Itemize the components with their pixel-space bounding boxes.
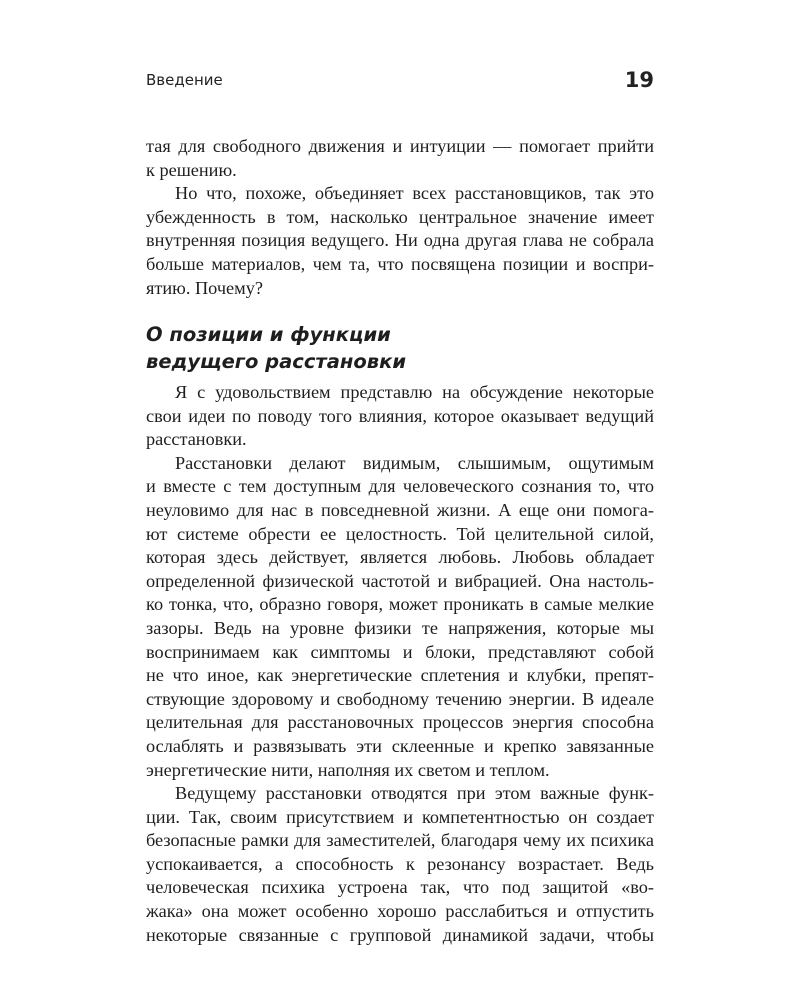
text-line: энергетические нити, наполняя их светом и теплом.: [146, 759, 550, 780]
text-line: определенной физической частотой и вибрацией. Она настоль-: [146, 570, 654, 591]
paragraph: [146, 452, 654, 782]
text-line: воспринимаем как симптомы и блоки, представляют собой: [146, 641, 654, 662]
text-line: внутренняя позиция ведущего. Ни одна другая глава не собрала: [146, 230, 654, 251]
section-heading-line: О позиции и функции: [146, 323, 391, 346]
text-line: ятию. Почему?: [146, 277, 263, 298]
section-heading: [146, 321, 654, 375]
text-line: Ведущему расстановки отводятся при этом важные функ-: [175, 783, 654, 804]
text-line: не что иное, как энергетические сплетения и клубки, препят-: [146, 665, 654, 686]
text-line: зазоры. Ведь на уровне физики те напряжения, которые мы: [146, 617, 654, 638]
text-line: к решению.: [146, 159, 237, 180]
text-line: ко тонка, что, образно говоря, может проникать в самые мелкие: [146, 594, 654, 615]
text-line: успокаивается, а способность к резонансу возрастает. Ведь: [146, 853, 654, 874]
text-line: тая для свободного движения и интуиции — помогает прийти: [146, 136, 654, 156]
paragraph: [146, 135, 654, 182]
section-title: Введение: [146, 71, 223, 89]
paragraph: [146, 782, 654, 947]
text-block-bottom: [146, 381, 654, 947]
text-line: целительная для расстановочных процессов энергия способна: [146, 712, 654, 733]
text-line: безопасные рамки для заместителей, благодаря чему их психика: [146, 830, 654, 851]
text-block-top: [146, 135, 654, 300]
text-line: ослаблять и развязывать эти склеенные и крепко завязанные: [146, 735, 654, 756]
text-line: ствующие здоровому и свободному течению энергии. В идеале: [146, 688, 654, 709]
paragraph: [146, 381, 654, 452]
paragraph: [146, 182, 654, 300]
text-line: ют системе обрести ее целостность. Той целительной силой,: [146, 523, 654, 544]
text-line: некоторые связанные с групповой динамикой задачи, чтобы: [146, 924, 654, 945]
book-page: [146, 0, 654, 1000]
text-line: неуловимо для нас в повседневной жизни. А еще они помога-: [146, 499, 654, 520]
text-line: жака» она может особенно хорошо расслабиться и отпустить: [146, 901, 654, 922]
section-heading-line: ведущего расстановки: [146, 350, 406, 373]
text-line: больше материалов, чем та, что посвящена позиции и воспри-: [146, 253, 654, 274]
text-line: убежденность в том, насколько центральное значение имеет: [146, 206, 654, 227]
text-line: ции. Так, своим присутствием и компетентностью он создает: [146, 806, 654, 827]
text-line: Я с удовольствием представлю на обсуждение некоторые: [175, 382, 654, 402]
text-line: Расстановки делают видимым, слышимым, ощутимым: [175, 452, 654, 473]
running-header: [146, 68, 654, 94]
text-line: Но что, похоже, объединяет всех расстановщиков, так это: [175, 183, 654, 204]
text-line: расстановки.: [146, 429, 247, 450]
text-line: и вместе с тем доступным для человеческого сознания то, что: [146, 476, 654, 497]
text-line: которая здесь действует, является любовь. Любовь обладает: [146, 547, 654, 568]
page-number: 19: [624, 68, 654, 92]
text-line: свои идеи по поводу того влияния, которое оказывает ведущий: [146, 405, 654, 426]
text-line: человеческая психика устроена так, что под защитой «во-: [146, 877, 654, 898]
